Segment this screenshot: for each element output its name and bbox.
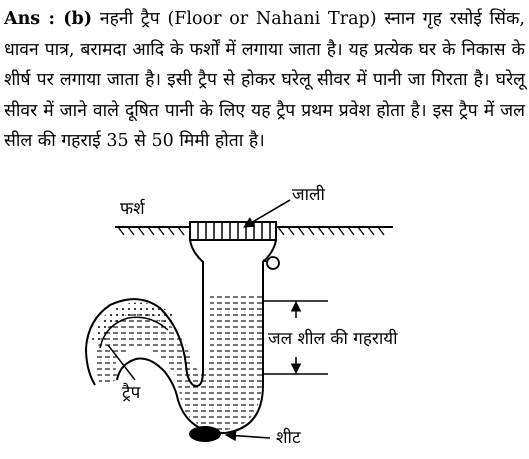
grating bbox=[190, 222, 276, 240]
trap-label: ट्रैप bbox=[122, 383, 141, 403]
vent-circle bbox=[267, 257, 279, 269]
seat-leader bbox=[226, 435, 270, 438]
nahani-trap-diagram bbox=[0, 180, 529, 459]
seat-block bbox=[189, 426, 221, 442]
answer-prefix: Ans : (b) bbox=[4, 9, 93, 29]
answer-paragraph bbox=[4, 4, 525, 157]
grating-label: जाली bbox=[292, 185, 325, 205]
seat-label: शीट bbox=[276, 428, 301, 448]
seal-depth-label: जल शील की गहरायी bbox=[268, 329, 398, 349]
floor-label: फर्श bbox=[120, 199, 145, 219]
trap-body bbox=[86, 240, 276, 433]
answer-text: नहनी ट्रैप (Floor or Nahani Trap) स्नान गृह रसोई सिंक, धावन पात्र, बरामदा आदि के फर्शों में लगाया जाता है। यह प्रत्येक घर के निकास के शीर्ष पर लगाया जाता है। इसी ट्रैप से होकर घरेलू सीवर में पानी जा गिरता है। घरेलू सीवर में जाने वाले दूषित पानी के लिए यह ट्रैप प्रथम प्रवेश होता है। इस ट्रैप में जल सील की गहराई 35 से 50 मिमी होता है। bbox=[4, 9, 525, 151]
